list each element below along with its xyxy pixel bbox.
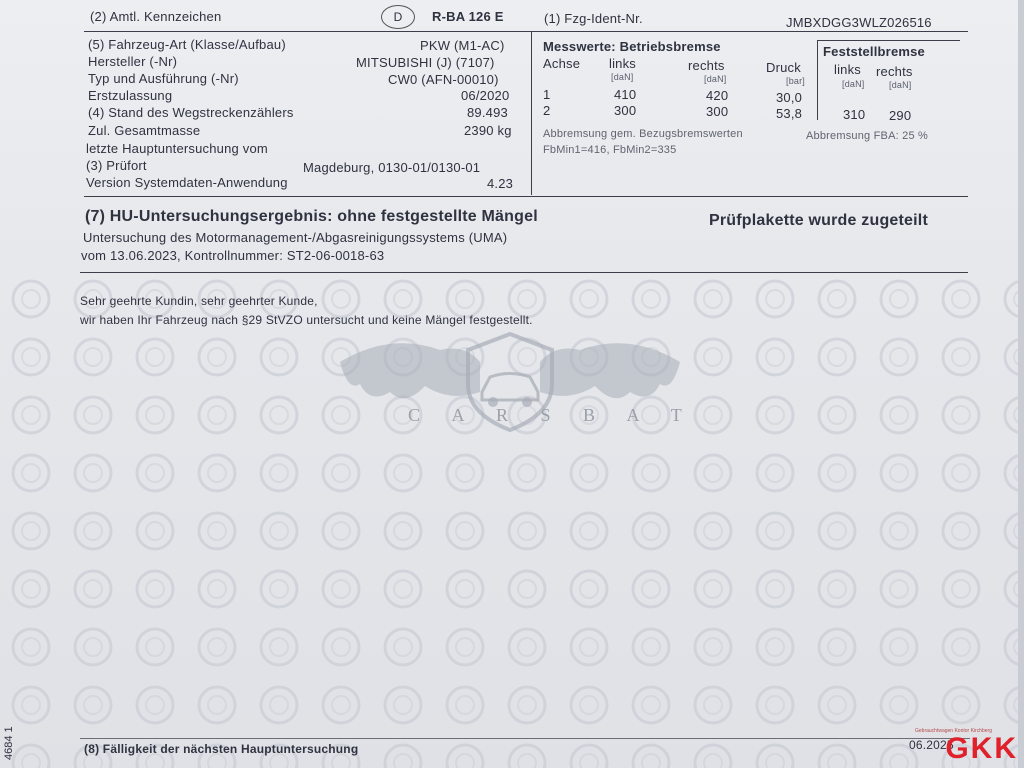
row-druck: 53,8 <box>776 106 803 121</box>
brake-title: Messwerte: Betriebsbremse <box>543 39 721 54</box>
country-code: D <box>381 5 415 29</box>
col-druck: Druck <box>766 60 801 75</box>
kennzeichen-label: (2) Amtl. Kennzeichen <box>90 9 222 24</box>
unit-dan: [daN] <box>842 79 865 89</box>
row-druck: 30,0 <box>776 90 803 105</box>
carsbat-watermark-text: C A R S B A T <box>408 405 696 425</box>
parking-col-links: links <box>834 62 862 77</box>
row-label: Zul. Gesamtmasse <box>88 123 201 138</box>
row-label: (3) Prüfort <box>86 158 147 173</box>
row-achse: 1 <box>543 87 551 102</box>
parking-links: 310 <box>843 107 866 122</box>
row-value: 2390 kg <box>464 123 512 138</box>
row-value: CW0 (AFN-00010) <box>388 72 499 87</box>
row-rechts: 300 <box>706 104 729 119</box>
unit-dan: [daN] <box>704 74 727 84</box>
row-label: (5) Fahrzeug-Art (Klasse/Aufbau) <box>88 37 286 52</box>
section-divider <box>84 196 968 197</box>
footer-line <box>80 738 970 739</box>
row-value: Magdeburg, 0130-01/0130-01 <box>303 160 481 175</box>
parking-title: Feststellbremse <box>823 44 925 59</box>
row-rechts: 420 <box>706 88 729 103</box>
parking-rechts: 290 <box>889 108 912 123</box>
parking-note: Abbremsung FBA: 25 % <box>806 130 929 142</box>
result-title: (7) HU-Untersuchungsergebnis: ohne festgestellte Mängel <box>85 208 538 225</box>
kontroll-line: vom 13.06.2023, Kontrollnummer: ST2-06-0018-63 <box>81 248 385 263</box>
col-rechts: rechts <box>688 58 725 73</box>
brake-note: Abbremsung gem. Bezugsbremswerten <box>543 128 743 140</box>
page-edge <box>1018 0 1024 768</box>
uma-line: Untersuchung des Motormanagement-/Abgasreinigungssystems (UMA) <box>83 230 508 245</box>
brake-min: FbMin1=416, FbMin2=335 <box>543 144 677 156</box>
col-achse: Achse <box>543 56 581 71</box>
fzg-ident-label: (1) Fzg-Ident-Nr. <box>544 11 643 26</box>
faelligkeit-value: 06.2025 <box>909 738 954 752</box>
unit-bar: [bar] <box>786 76 806 86</box>
body-text: wir haben Ihr Fahrzeug nach §29 StVZO untersucht und keine Mängel festgestellt. <box>80 313 533 327</box>
row-value: MITSUBISHI (J) (7107) <box>356 55 495 70</box>
unit-dan: [daN] <box>889 80 912 90</box>
row-label: Version Systemdaten-Anwendung <box>86 175 288 190</box>
parking-col-rechts: rechts <box>876 64 913 79</box>
row-value: 06/2020 <box>461 88 510 103</box>
side-number: 4684 1 <box>3 726 15 760</box>
row-value: PKW (M1-AC) <box>420 38 505 53</box>
plakette-text: Prüfplakette wurde zugeteilt <box>709 212 928 229</box>
column-divider <box>531 32 532 195</box>
row-value: 89.493 <box>467 105 508 120</box>
parking-divider <box>817 40 818 120</box>
result-divider <box>80 272 968 273</box>
greeting-text: Sehr geehrte Kundin, sehr geehrter Kunde, <box>80 294 318 308</box>
col-links: links <box>609 56 637 71</box>
row-label: Typ und Ausführung (-Nr) <box>88 71 239 86</box>
header-divider <box>84 31 968 32</box>
row-links: 410 <box>614 87 637 102</box>
parking-top-line <box>818 40 960 41</box>
row-value: 4.23 <box>487 176 514 191</box>
row-label: Erstzulassung <box>88 88 173 103</box>
fzg-ident-value: JMBXDGG3WLZ026516 <box>786 15 932 30</box>
faelligkeit-label: (8) Fälligkeit der nächsten Hauptuntersuchung <box>84 742 359 756</box>
unit-dan: [daN] <box>611 72 634 82</box>
row-achse: 2 <box>543 103 551 118</box>
gkk-subtitle: Gebrauchtwagen Kontor Kirchberg <box>915 728 992 734</box>
gkk-logo: GKK <box>945 732 1018 765</box>
kennzeichen-value: R-BA 126 E <box>432 9 504 24</box>
row-label: (4) Stand des Wegstreckenzählers <box>88 105 294 120</box>
row-label: Hersteller (-Nr) <box>88 54 178 69</box>
row-links: 300 <box>614 103 637 118</box>
row-label: letzte Hauptuntersuchung vom <box>86 141 268 156</box>
